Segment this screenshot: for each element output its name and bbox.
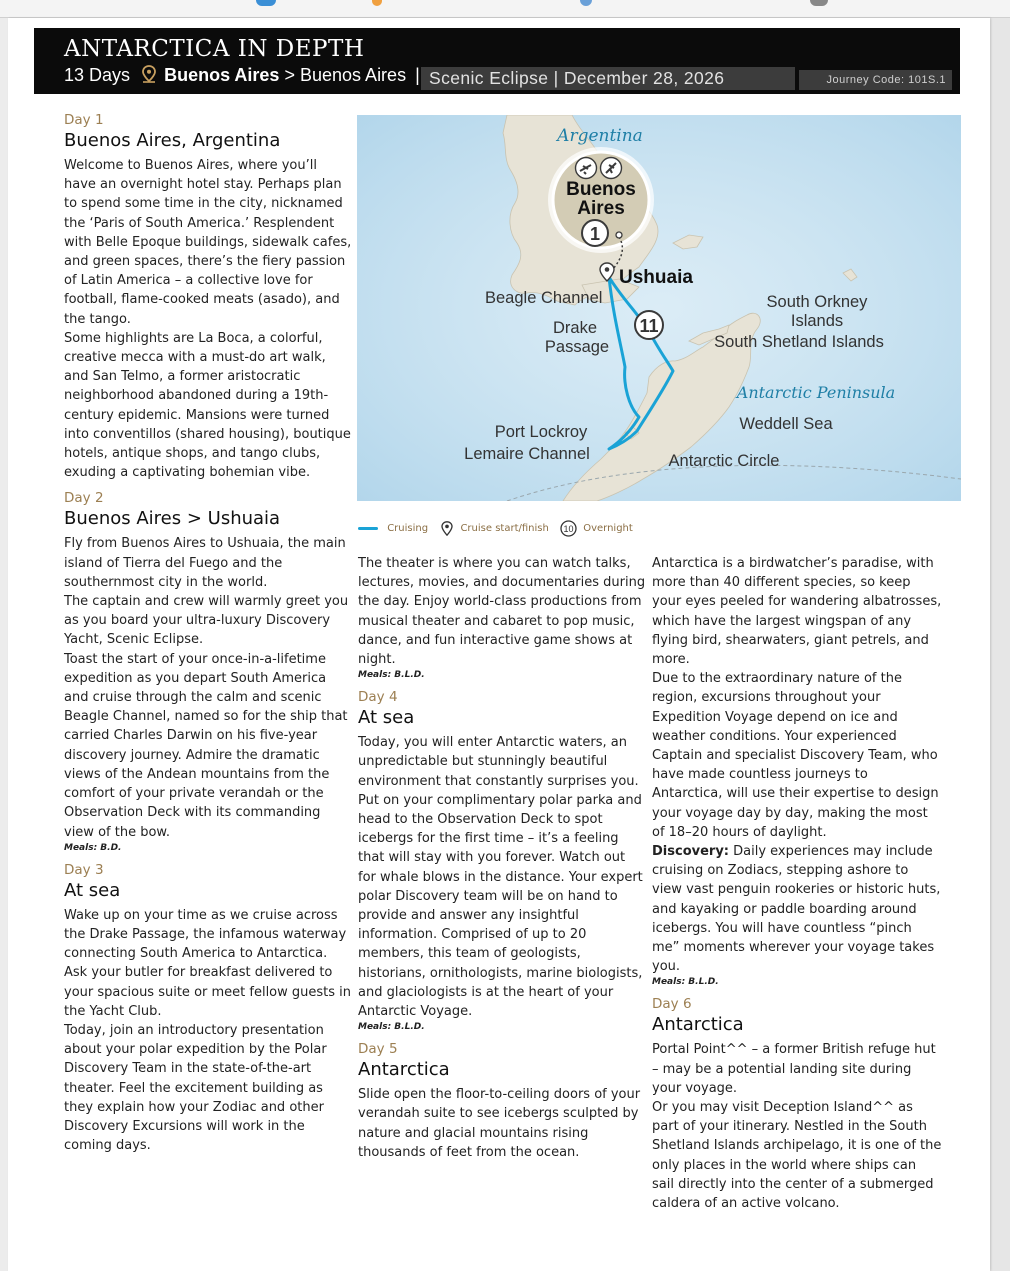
label-passage: Passage bbox=[544, 338, 610, 356]
day3-title: At sea bbox=[64, 879, 121, 901]
discovery-heading: Discovery: bbox=[652, 844, 729, 860]
day3-paragraph-1: Wake up on your time as we cruise across the Drake Passage, the infamous waterway connecting South America to Antarctica. Ask your butler for breakfast delivered to your spacious suite or meet fellow guests in the Yacht Club. bbox=[64, 907, 352, 1019]
day2-paragraph-1: Fly from Buenos Aires to Ushuaia, the main island of Tierra del Fuego and the southernmost city in the world. bbox=[64, 536, 346, 590]
label-ushuaia: Ushuaia bbox=[619, 267, 693, 288]
day4-title: At sea bbox=[358, 707, 415, 729]
right-scroll-gutter[interactable] bbox=[990, 18, 1010, 1271]
label-south-orkney: South Orkney bbox=[766, 293, 868, 311]
toolbar-icon-gray[interactable] bbox=[810, 0, 828, 6]
label-argentina: Argentina bbox=[557, 126, 643, 146]
header-divider: | bbox=[415, 65, 420, 85]
day4-label: Day 4 bbox=[358, 689, 398, 706]
day1-paragraph-2: Some highlights are La Boca, a colorful, creative mecca with a must-do art walk, and San Telmo, a former aristocratic neighborhood abandoned during a 19th-century epidemic. Mansions were turned into conventillos (shared housing), boutique hotels, antique shops, and tango clubs, exuding a captivating bohemian vibe. bbox=[64, 330, 351, 481]
day6-paragraph-1: Portal Point^^ – a former British refuge hut – may be a potential landing site during your voyage. bbox=[652, 1042, 936, 1096]
legend-cruising: Cruising bbox=[387, 523, 429, 534]
trip-subtitle bbox=[64, 65, 420, 86]
label-buenos: Buenos bbox=[566, 179, 636, 200]
day6-paragraph-2: Or you may visit Deception Island^^ as part of your itinerary. Nestled in the South Shetland Islands archipelago, it is one of the only places in the world where ships can sail directly into the center of a submerged caldera of an active volcano. bbox=[652, 1100, 942, 1212]
day3-label: Day 3 bbox=[64, 861, 104, 878]
route-map bbox=[357, 115, 961, 501]
label-south-shetland: South Shetland Islands bbox=[714, 333, 884, 351]
ship-and-date: Scenic Eclipse | December 28, 2026 bbox=[421, 67, 795, 90]
label-weddell-sea: Weddell Sea bbox=[739, 415, 833, 433]
day5-title: Antarctica bbox=[358, 1059, 450, 1081]
label-antarctic-peninsula: Antarctic Peninsula bbox=[736, 383, 896, 402]
day6-title: Antarctica bbox=[652, 1014, 744, 1036]
day1-label: Day 1 bbox=[64, 112, 104, 128]
label-aires: Aires bbox=[577, 198, 625, 219]
toolbar-icon-globe[interactable] bbox=[580, 0, 592, 6]
label-antarctic-circle: Antarctic Circle bbox=[668, 452, 780, 470]
column-1 bbox=[64, 110, 352, 1155]
itinerary-header bbox=[34, 28, 960, 94]
svg-text:10: 10 bbox=[563, 524, 574, 534]
label-drake: Drake bbox=[552, 319, 598, 337]
col3-paragraph-3 bbox=[652, 842, 942, 976]
svg-text:11: 11 bbox=[639, 316, 659, 336]
discovery-text: Daily experiences may include cruising on Zodiacs, stepping ashore to view vast penguin rookeries or historic huts, and kayaking or paddle boarding around icebergs. You will have countless “pinch me” moments wherever your voyage takes you. bbox=[652, 844, 941, 975]
col3-paragraph-2: Due to the extraordinary nature of the region, excursions throughout your Expedition Voyage depend on ice and weather conditions. Your experienced Captain and specialist Discovery Team, who have made countless journeys to Antarctica, will use their expertise to design your voyage day by day, making the most of 18–20 hours of daylight. bbox=[652, 671, 939, 840]
route-map-svg bbox=[357, 115, 961, 501]
legend-pin-icon bbox=[441, 521, 453, 536]
day2-meals: Meals: B.D. bbox=[64, 842, 122, 853]
label-orkney-islands: Islands bbox=[790, 312, 844, 330]
label-beagle-channel: Beagle Channel bbox=[485, 289, 603, 307]
day4-paragraph-1: Today, you will enter Antarctic waters, an unpredictable but stunningly beautiful environment that constantly surprises you. Put on your complimentary polar parka and head to the Observation Deck to spot icebergs for the first time – it’s a feeling that will stay with you forever. Watch out for whale blows in the distance. Your expert polar Discovery team will be on hand to provide and answer any insightful information. Comprised of up to 20 members, this team of geologists, historians, ornithologists, marine biologists, and glaciologists is at the heart of your Antarctic Voyage. bbox=[358, 735, 643, 1020]
overnight-marker-cruise bbox=[635, 311, 663, 339]
day1-paragraph-1: Welcome to Buenos Aires, where you’ll have an overnight hotel stay. Perhaps plan to spend some time in the city, nicknamed the ‘Paris of South America.’ Resplendent with Belle Epoque buildings, sidewalk cafes, and green spaces, there’s the fiery passion of Latin America – a collective love for football, flame-cooked meats (asado), and the tango. bbox=[64, 158, 352, 327]
route-origin: Buenos Aires bbox=[164, 65, 280, 85]
airport-icon bbox=[576, 158, 597, 179]
col3-meals: Meals: B.L.D. bbox=[652, 977, 719, 988]
airport-icon-2 bbox=[601, 158, 622, 179]
column-3 bbox=[652, 554, 942, 1213]
day2-label: Day 2 bbox=[64, 490, 104, 507]
journey-code: Journey Code: 101S.1 bbox=[799, 70, 952, 90]
day6-label: Day 6 bbox=[652, 996, 692, 1013]
col3-paragraph-1: Antarctica is a birdwatcher’s paradise, with more than 40 different species, so keep your eyes peeled for wandering albatrosses, which have the largest wingspan of any flying bird, shearwaters, giant petrels, and more. bbox=[652, 556, 942, 668]
day2-paragraph-2: The captain and crew will warmly greet you as you board your ultra-luxury Discovery Yacht, Scenic Eclipse. bbox=[64, 594, 349, 648]
day4-meals: Meals: B.L.D. bbox=[358, 1022, 425, 1033]
legend-route-swatch bbox=[358, 527, 378, 530]
col2-paragraph-1: The theater is where you can watch talks, lectures, movies, and documentaries during the day. Enjoy world-class productions from musical theater and cabaret to pop music, dance, and fun interactive game shows at night. bbox=[358, 556, 646, 668]
day2-paragraph-3: Toast the start of your once-in-a-lifetime expedition as you depart South America and cruise through the calm and scenic Beagle Channel, named so for the ship that carried Charles Darwin on his five-year discovery journey. Admire the dramatic views of the Andean mountains from the comfort of your private verandah or the Observation Deck with its commanding view of the bow. bbox=[64, 651, 348, 840]
day5-label: Day 5 bbox=[358, 1041, 398, 1058]
label-lemaire-channel: Lemaire Channel bbox=[464, 445, 590, 463]
svg-text:1: 1 bbox=[589, 224, 601, 244]
day1-title: Buenos Aires, Argentina bbox=[64, 130, 281, 151]
legend-start-finish: Cruise start/finish bbox=[460, 523, 549, 534]
day3-paragraph-2: Today, join an introductory presentation about your polar expedition by the Polar Discovery Team in the state-of-the-art theater. Feel the excitement building as they explain how your Zodiac and other Discovery Excursions will work in the coming days. bbox=[64, 1022, 327, 1154]
flight-origin-dot bbox=[616, 232, 622, 238]
day5-paragraph-1: Slide open the floor-to-ceiling doors of your verandah suite to see icebergs sculpted by nature and glacial mountains rising thousands of feet from the ocean. bbox=[358, 1087, 641, 1160]
map-legend bbox=[358, 520, 633, 538]
route-destination: Buenos Aires bbox=[300, 65, 407, 85]
toolbar-icon-orange[interactable] bbox=[372, 0, 382, 6]
overnight-marker-city bbox=[582, 220, 608, 246]
label-port-lockroy: Port Lockroy bbox=[494, 423, 588, 441]
trip-title: ANTARCTICA IN DEPTH bbox=[64, 36, 365, 62]
brochure-page bbox=[8, 18, 990, 1271]
location-pin-icon bbox=[141, 65, 157, 83]
browser-toolbar-strip bbox=[0, 0, 1010, 18]
trip-duration: 13 Days bbox=[64, 65, 131, 85]
day2-title: Buenos Aires > Ushuaia bbox=[64, 508, 281, 530]
legend-overnight-icon bbox=[560, 520, 577, 537]
column-2 bbox=[358, 554, 646, 1162]
col2-meals-1: Meals: B.L.D. bbox=[358, 670, 425, 681]
route-separator: > bbox=[284, 65, 295, 85]
legend-overnight: Overnight bbox=[583, 523, 633, 534]
toolbar-icon-blue[interactable] bbox=[256, 0, 276, 6]
